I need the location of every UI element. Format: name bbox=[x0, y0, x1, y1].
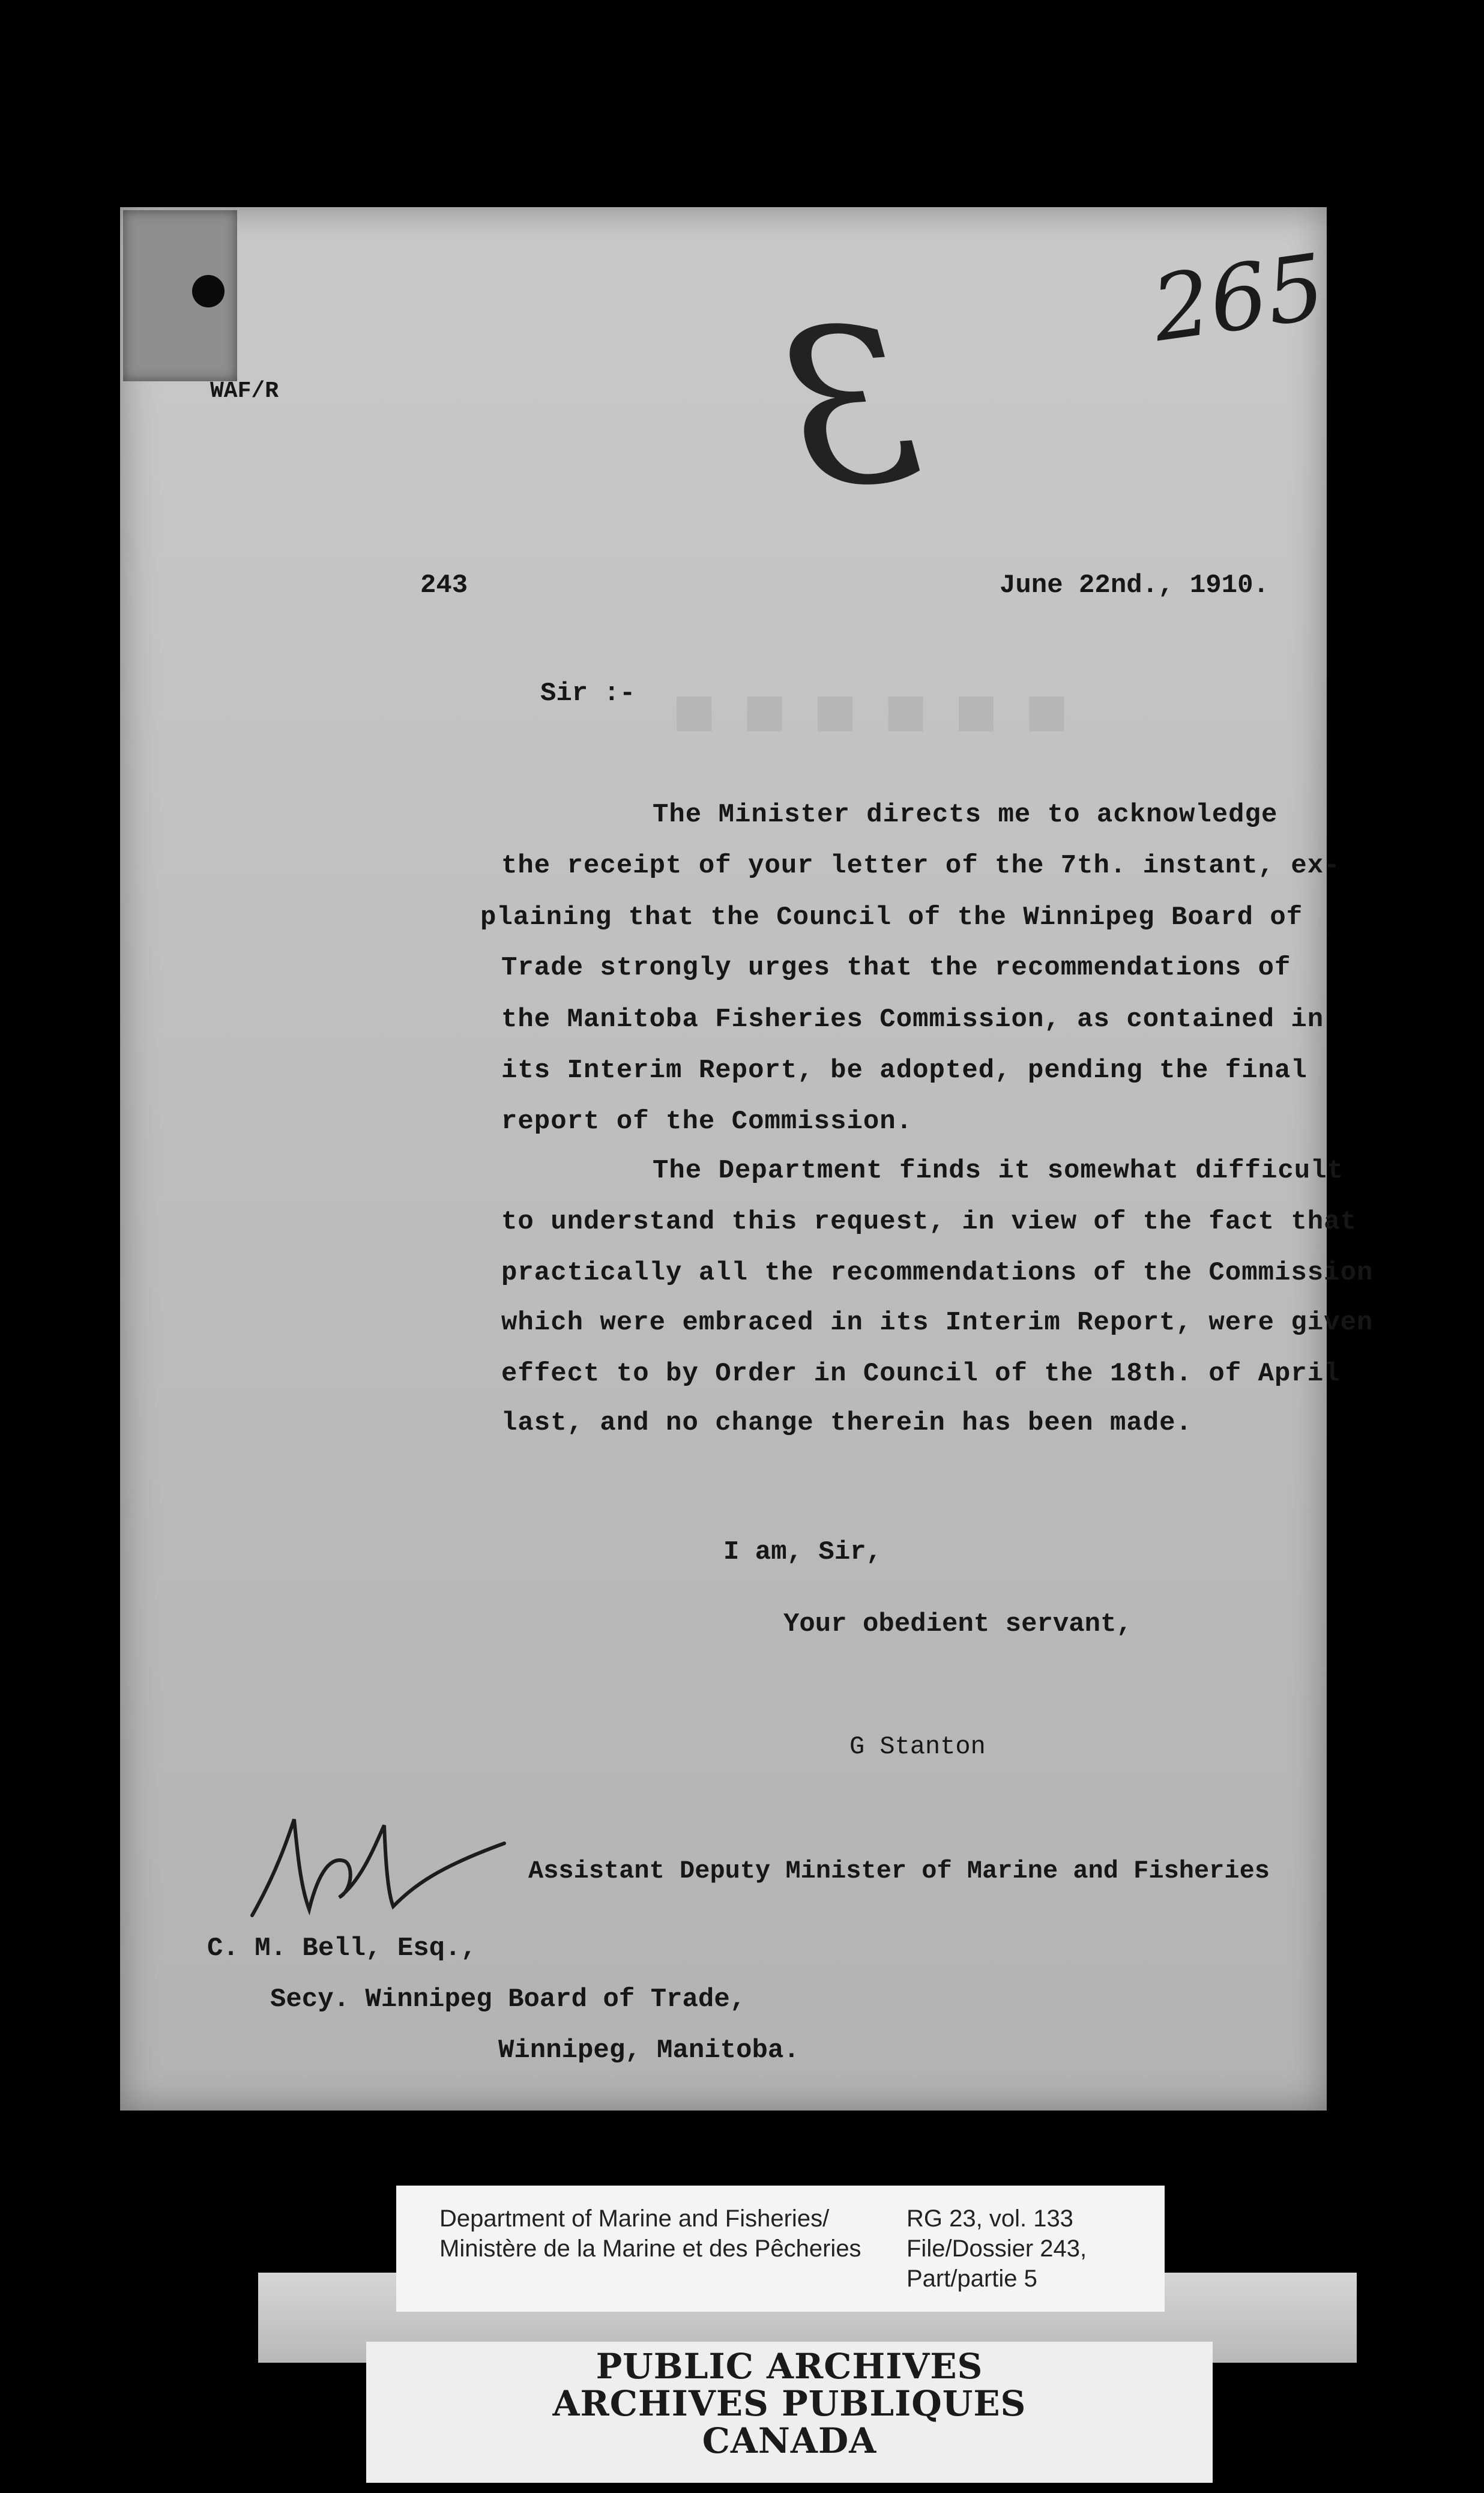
body-line: which were embraced in its Interim Report, were given bbox=[501, 1308, 1374, 1338]
recipient-place: Winnipeg, Manitoba. bbox=[498, 2035, 800, 2065]
punch-hole bbox=[192, 275, 225, 307]
department-line: Department of Marine and Fisheries/ bbox=[439, 2205, 830, 2232]
stamp-line: ARCHIVES PUBLIQUES bbox=[552, 2383, 1027, 2424]
body-line: last, and no change therein has been made. bbox=[501, 1408, 1192, 1438]
body-line: its Interim Report, be adopted, pending the final bbox=[501, 1056, 1308, 1086]
recipient-position: Secy. Winnipeg Board of Trade, bbox=[270, 1984, 746, 2014]
file-number: 243 bbox=[420, 570, 468, 600]
reference-line: File/Dossier 243, bbox=[906, 2235, 1087, 2262]
department-line: Ministère de la Marine et des Pêcheries bbox=[439, 2235, 861, 2262]
body-line: The Minister directs me to acknowledge bbox=[653, 800, 1278, 830]
archives-stamp bbox=[366, 2342, 1213, 2483]
recipient-name: C. M. Bell, Esq., bbox=[207, 1933, 477, 1963]
folio-number: 265 bbox=[1146, 234, 1332, 363]
archive-reference-label bbox=[396, 2186, 1165, 2312]
faded-stamp-watermark: ■■■■■■ bbox=[672, 671, 1096, 751]
initials-signature bbox=[234, 1801, 510, 1939]
body-line: to understand this request, in view of the fact that bbox=[501, 1207, 1357, 1237]
body-line: practically all the recommendations of the Commission bbox=[501, 1258, 1374, 1288]
signatory-name: G Stanton bbox=[849, 1732, 986, 1761]
initials: WAF/R bbox=[210, 378, 279, 404]
stamp-line: PUBLIC ARCHIVES bbox=[596, 2346, 983, 2387]
body-line: plaining that the Council of the Winnipeg Board of bbox=[480, 902, 1303, 932]
body-line: the receipt of your letter of the 7th. instant, ex- bbox=[501, 851, 1341, 881]
stamp-line: CANADA bbox=[702, 2420, 877, 2461]
closing-line: I am, Sir, bbox=[723, 1537, 882, 1567]
body-line: The Department finds it somewhat difficult bbox=[653, 1156, 1344, 1186]
handwritten-mark: 3 bbox=[771, 277, 927, 539]
reference-line: RG 23, vol. 133 bbox=[906, 2205, 1073, 2232]
body-line: report of the Commission. bbox=[501, 1107, 913, 1137]
body-line: effect to by Order in Council of the 18th. of April bbox=[501, 1359, 1341, 1389]
body-line: the Manitoba Fisheries Commission, as contained in bbox=[501, 1005, 1324, 1035]
body-line: Trade strongly urges that the recommendations of bbox=[501, 953, 1291, 983]
closing-line: Your obedient servant, bbox=[783, 1609, 1132, 1639]
signatory-title: Assistant Deputy Minister of Marine and Fisheries bbox=[528, 1857, 1270, 1885]
reference-line: Part/partie 5 bbox=[906, 2265, 1037, 2292]
salutation: Sir :- bbox=[540, 678, 636, 709]
letter-date: June 22nd., 1910. bbox=[1000, 570, 1269, 600]
